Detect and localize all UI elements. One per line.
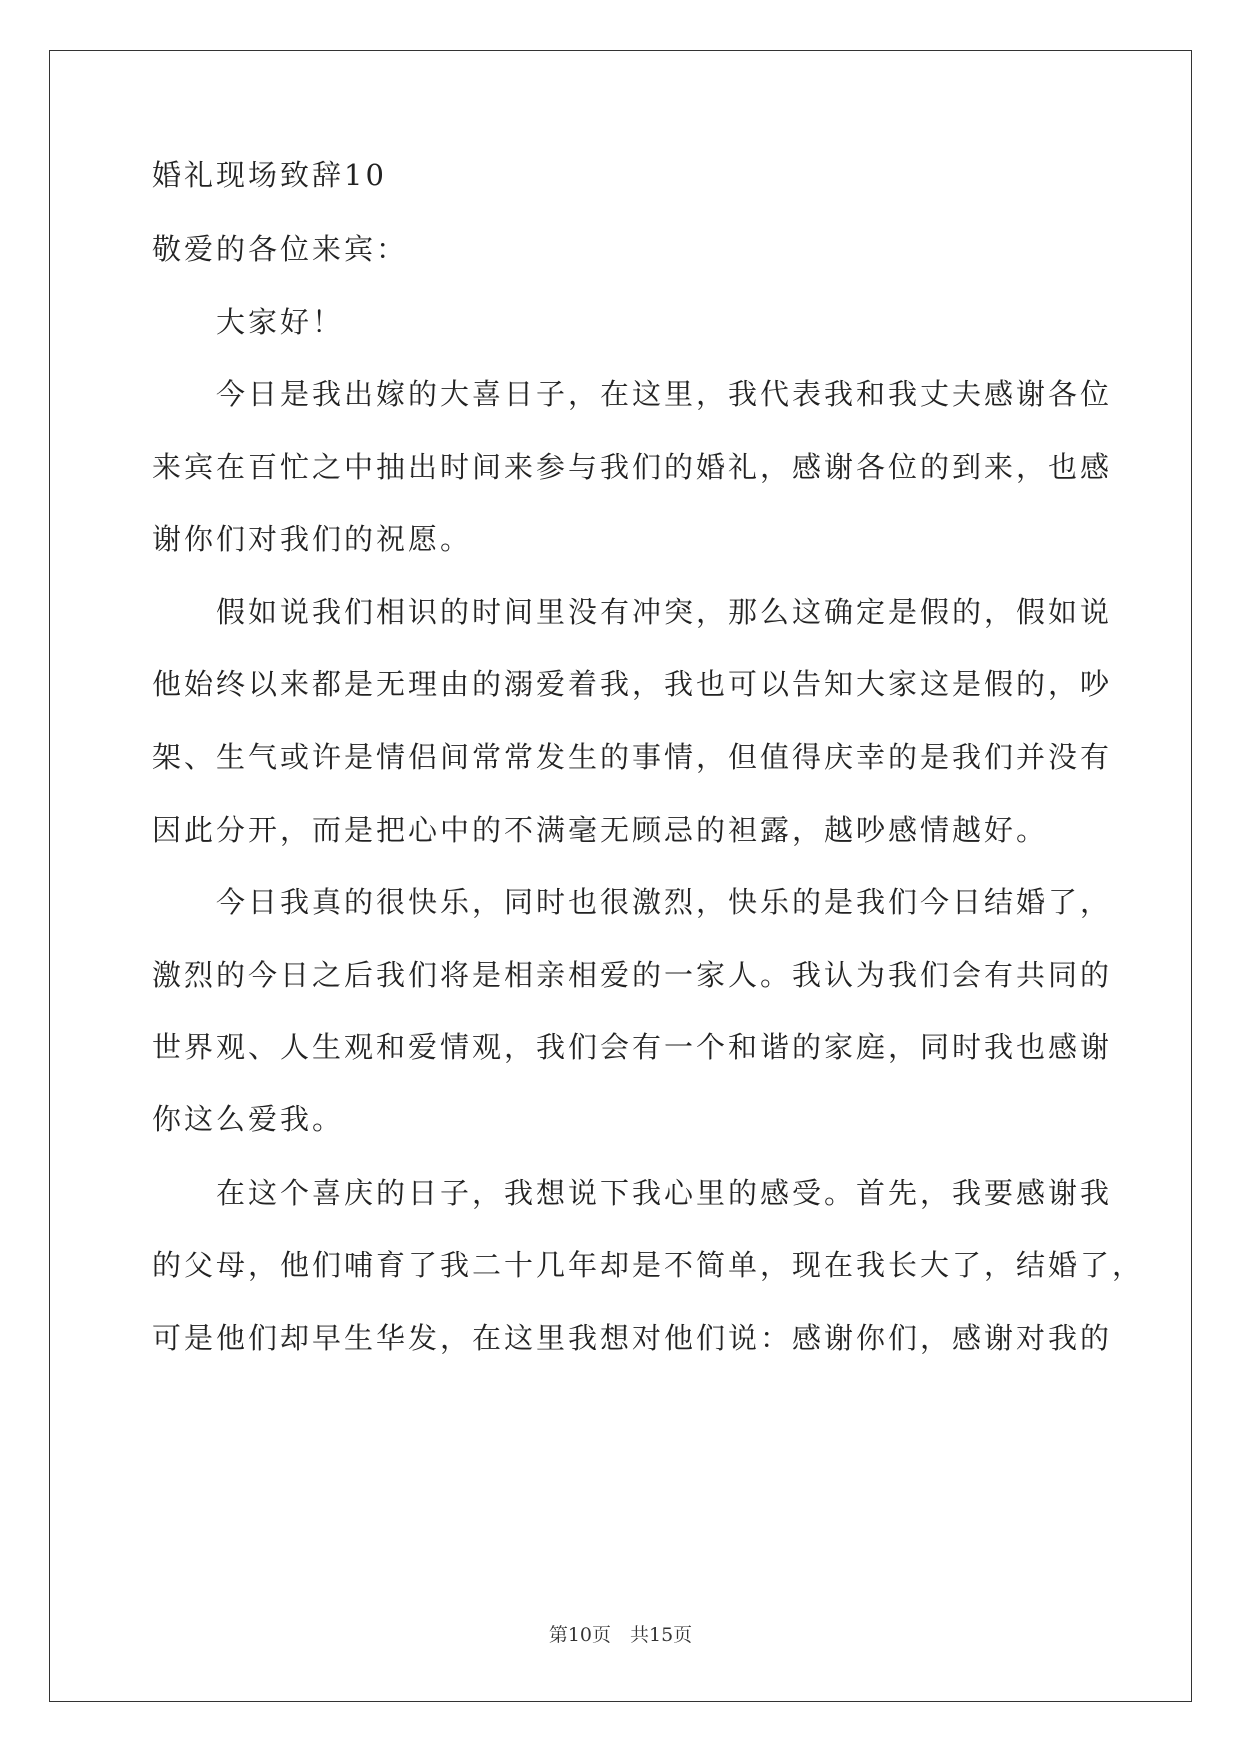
paragraph-line: 在这个喜庆的日子，我想说下我心里的感受。首先，我要感谢我: [216, 1176, 1113, 1210]
paragraph-line: 的父母，他们哺育了我二十几年却是不简单，现在我长大了，结婚了，: [152, 1248, 1145, 1282]
greeting: 大家好！: [216, 305, 345, 339]
paragraph-line: 来宾在百忙之中抽出时间来参与我们的婚礼，感谢各位的到来，也感: [152, 450, 1113, 484]
paragraph-line: 他始终以来都是无理由的溺爱着我，我也可以告知大家这是假的，吵: [152, 667, 1113, 701]
paragraph-line: 因此分开，而是把心中的不满毫无顾忌的袒露，越吵感情越好。: [152, 813, 1049, 847]
salutation: 敬爱的各位来宾：: [152, 232, 409, 266]
paragraph-line: 假如说我们相识的时间里没有冲突，那么这确定是假的，假如说: [216, 595, 1113, 629]
page-border: [49, 50, 1192, 1702]
paragraph-line: 可是他们却早生华发，在这里我想对他们说：感谢你们，感谢对我的: [152, 1321, 1113, 1355]
paragraph-line: 你这么爱我。: [152, 1102, 345, 1136]
paragraph-line: 架、生气或许是情侣间常常发生的事情，但值得庆幸的是我们并没有: [152, 740, 1113, 774]
paragraph-line: 激烈的今日之后我们将是相亲相爱的一家人。我认为我们会有共同的: [152, 958, 1113, 992]
paragraph-line: 谢你们对我们的祝愿。: [152, 522, 473, 556]
paragraph-line: 世界观、人生观和爱情观，我们会有一个和谐的家庭，同时我也感谢: [152, 1030, 1113, 1064]
page-number-footer: 第10页 共15页: [548, 1624, 693, 1646]
document-title: 婚礼现场致辞10: [152, 158, 387, 192]
paragraph-line: 今日我真的很快乐，同时也很激烈，快乐的是我们今日结婚了，: [216, 885, 1113, 919]
paragraph-line: 今日是我出嫁的大喜日子，在这里，我代表我和我丈夫感谢各位: [216, 377, 1113, 411]
